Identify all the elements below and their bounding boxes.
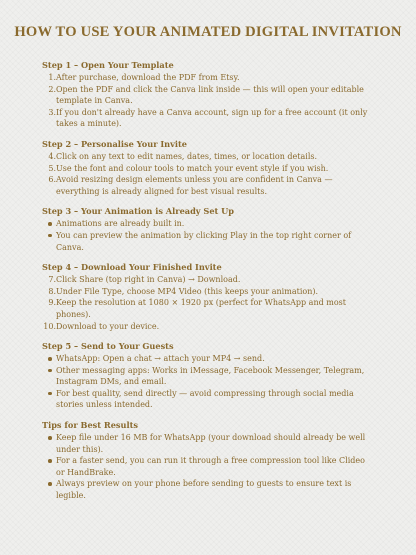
section-gap [0,197,416,206]
item-text: Click Share (top right in Canva) → Download. [56,275,241,285]
item-number: 9. [48,298,56,308]
section-heading: Step 4 – Download Your Finished Invite [42,262,222,273]
bullet-list [42,432,376,502]
section-gap [0,253,416,262]
item-number: 8. [48,286,56,296]
item-text: Animations are already built in. [56,219,185,229]
bullet-icon [48,459,52,463]
section-heading: Tips for Best Results [42,420,138,431]
item-text: WhatsApp: Open a chat → attach your MP4 → send. [56,354,265,364]
item-text: For a faster send, you can run it through a free compression tool like Clideo or HandBrake. [56,456,365,477]
item-text: Keep the resolution at 1080 × 1920 px (perfect for WhatsApp and most phones). [56,298,346,319]
item-text: You can preview the animation by clicking Play in the top right corner of Canva. [56,230,352,252]
item-text: Open the PDF and click the Canva link inside — this will open your editable template in Canva. [56,84,364,106]
item-number: 5. [48,163,56,173]
bullet-list [42,218,376,253]
list-item [42,218,376,230]
list-item [42,274,376,286]
list-item [42,321,376,333]
bullet-icon [48,357,52,361]
section-gap [0,130,416,139]
bullet-icon [48,369,52,373]
section-gap [0,411,416,420]
bullet-icon [48,392,52,396]
sections-container [0,60,416,502]
list-item [42,388,376,411]
item-number: 3. [48,107,56,117]
section-step-1 [42,60,376,130]
item-text: If you don't already have a Canva account, sign up for a free account (it only takes a minute). [56,107,368,129]
list-item [42,163,376,175]
list-item [42,455,376,478]
item-text: Download to your device. [56,321,160,331]
list-item [42,72,376,84]
item-text: For best quality, send directly — avoid compressing through social media stories unless intended. [56,388,354,410]
list-item [42,230,376,253]
item-number: 10. [43,321,56,331]
list-item [42,151,376,163]
item-text: Avoid resizing design elements unless you are confident in Canva — everything is already aligned for best visual results. [56,175,333,196]
item-number: 1. [48,73,56,82]
section-heading: Step 5 – Send to Your Guests [42,341,174,352]
item-text: Keep file under 16 MB for WhatsApp (your download should already be well under this). [56,433,366,454]
list-item [42,174,376,197]
item-text: Use the font and colour tools to match your event style if you wish. [56,163,329,173]
bullet-icon [48,482,52,486]
item-number: 2. [48,84,56,94]
item-text: Always preview on your phone before sending to guests to ensure text is legible. [56,479,352,501]
item-text: After purchase, download the PDF from Etsy. [56,73,240,82]
item-text: Other messaging apps: Works in iMessage, Facebook Messenger, Telegram, Instagram DMs, and email. [56,365,365,387]
section-step-5 [42,341,376,411]
list-item [42,84,376,107]
section-gap [0,332,416,341]
item-text: Under File Type, choose MP4 Video (this keeps your animation). [56,286,319,296]
list-item [42,432,376,455]
list-item [42,365,376,388]
item-text: Click on any text to edit names, dates, times, or location details. [56,151,318,161]
item-number: 6. [48,175,56,185]
bullet-list [42,353,376,411]
list-item [42,107,376,130]
section-step-4 [42,262,376,332]
list-item [42,478,376,501]
section-heading: Step 1 – Open Your Template [42,60,174,70]
section-step-6 [42,420,376,502]
section-step-2 [42,139,376,197]
list-item [42,286,376,298]
item-number: 4. [48,151,56,161]
section-heading: Step 3 – Your Animation is Already Set Up [42,206,235,217]
numbered-list [42,274,376,332]
numbered-list [42,151,376,197]
bullet-icon [48,222,52,226]
numbered-list [42,72,376,130]
bullet-icon [48,436,52,440]
section-heading: Step 2 – Personalise Your Invite [42,138,187,149]
item-number: 7. [48,275,56,285]
bullet-icon [48,234,52,238]
page-title: HOW TO USE YOUR ANIMATED DIGITAL INVITATION [14,24,402,40]
list-item [42,353,376,365]
list-item [42,297,376,320]
section-step-3 [42,206,376,253]
